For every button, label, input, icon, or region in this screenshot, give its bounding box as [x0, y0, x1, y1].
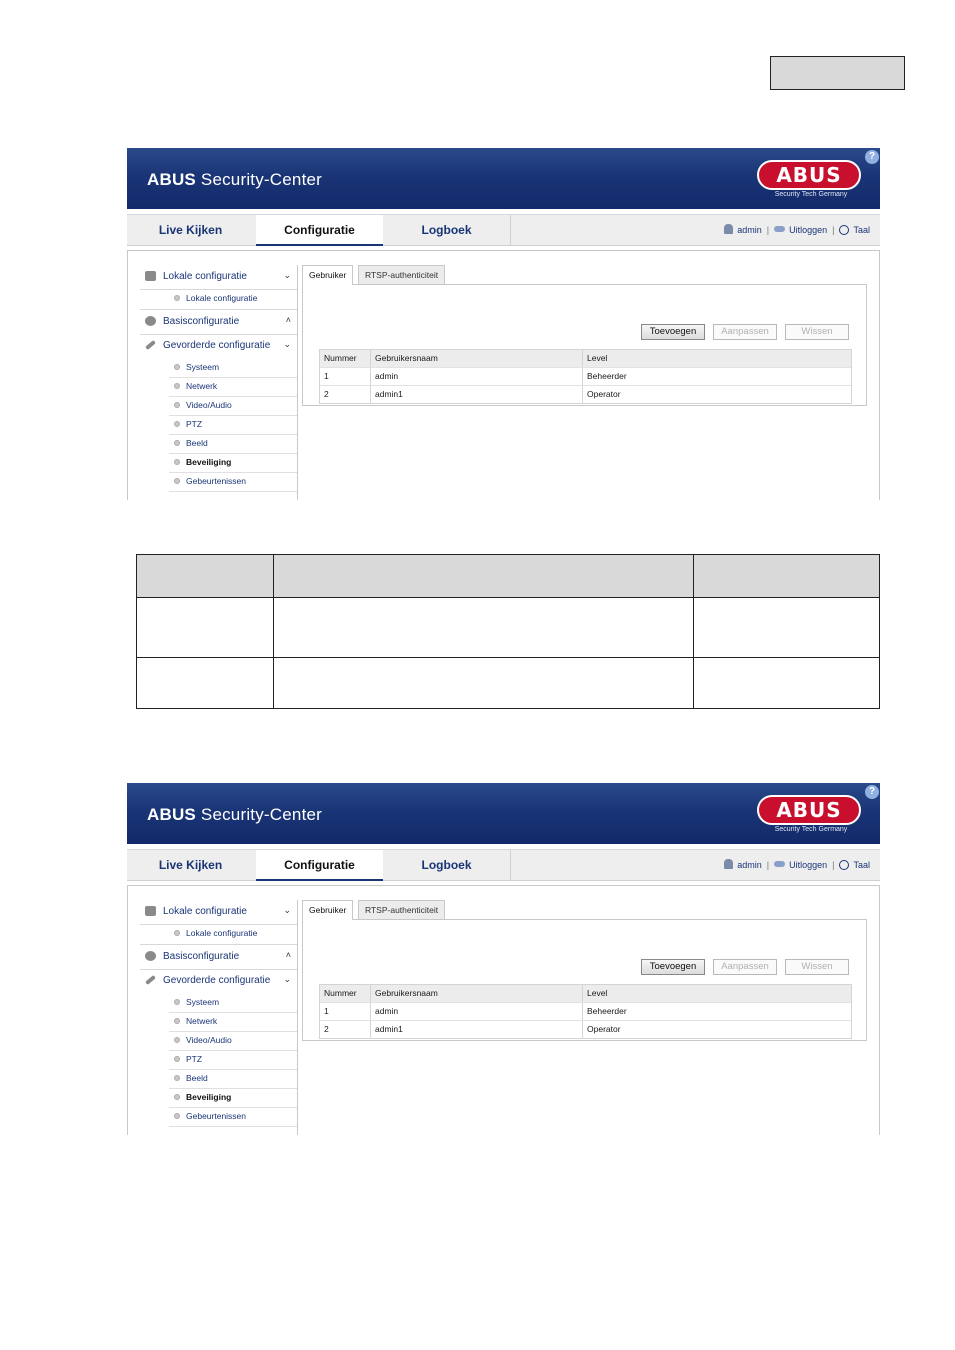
globe-icon [839, 860, 849, 870]
user-icon [724, 224, 733, 234]
tab-gebruiker[interactable]: Gebruiker [302, 900, 353, 920]
add-button[interactable]: Toevoegen [641, 324, 705, 340]
tab-live-kijken[interactable]: Live Kijken [158, 223, 223, 237]
logout-link[interactable]: Uitloggen [789, 225, 828, 235]
parameter-table [136, 554, 880, 709]
abus-logo: ABUS [757, 160, 861, 190]
bullet-icon [174, 1094, 180, 1100]
app-screenshot-2 [127, 783, 880, 1135]
chevron-down-icon: ⌄ [283, 339, 291, 349]
sidebar-item-gebeurtenissen[interactable]: Gebeurtenissen [169, 473, 297, 492]
wrench-icon [145, 975, 156, 985]
logout-link[interactable]: Uitloggen [789, 860, 828, 870]
bullet-icon [174, 402, 180, 408]
sidebar [140, 265, 298, 500]
table-row[interactable]: 2 admin1 Operator [320, 386, 851, 403]
user-panel-box [302, 284, 867, 406]
bullet-icon [174, 440, 180, 446]
sidebar-section-advanced-config[interactable]: Gevorderde configuratie ⌄ [140, 969, 297, 993]
chevron-up-icon: ˄ [285, 315, 291, 325]
chevron-up-icon: ˄ [285, 950, 291, 960]
bullet-icon [174, 1018, 180, 1024]
sidebar-item-netwerk[interactable]: Netwerk [169, 378, 297, 397]
table-header-row: Nummer Gebruikersnaam Level [320, 985, 851, 1003]
parameter-table-row [137, 598, 879, 658]
delete-button[interactable]: Wissen [785, 959, 849, 975]
modify-button[interactable]: Aanpassen [713, 324, 777, 340]
monitor-icon [145, 906, 156, 916]
sidebar-item-beveiliging[interactable]: Beveiliging [169, 454, 297, 473]
sidebar-item-video-audio[interactable]: Video/Audio [169, 397, 297, 416]
user-controls: admin | Uitloggen | Taal [724, 215, 870, 245]
main-nav [127, 849, 880, 881]
globe-icon [839, 225, 849, 235]
table-row[interactable]: 1 admin Beheerder [320, 1003, 851, 1021]
sidebar-item-systeem[interactable]: Systeem [169, 359, 297, 378]
bullet-icon [174, 1113, 180, 1119]
help-icon[interactable]: ? [865, 150, 879, 164]
sidebar [140, 900, 298, 1135]
app-header [127, 783, 880, 844]
parameter-table-header [137, 555, 879, 598]
help-icon[interactable]: ? [865, 785, 879, 799]
bullet-icon [174, 999, 180, 1005]
app-title: ABUS Security-Center [147, 805, 323, 824]
user-panel-box [302, 919, 867, 1041]
bullet-icon [174, 459, 180, 465]
table-header-row: Nummer Gebruikersnaam Level [320, 350, 851, 368]
sidebar-item-video-audio[interactable]: Video/Audio [169, 1032, 297, 1051]
bullet-icon [174, 1037, 180, 1043]
tab-rtsp-authenticiteit[interactable]: RTSP-authenticiteit [358, 900, 445, 919]
sidebar-item-local-config[interactable]: Lokale configuratie [169, 290, 297, 308]
bullet-icon [174, 383, 180, 389]
modify-button[interactable]: Aanpassen [713, 959, 777, 975]
bullet-icon [174, 1075, 180, 1081]
chevron-down-icon: ⌄ [283, 270, 291, 280]
bullet-icon [174, 930, 180, 936]
sidebar-item-ptz[interactable]: PTZ [169, 416, 297, 435]
logo-subtitle: Security Tech Germany [774, 191, 848, 198]
language-link[interactable]: Taal [853, 225, 870, 235]
bullet-icon [174, 1056, 180, 1062]
abus-logo: ABUS [757, 795, 861, 825]
bullet-icon [174, 295, 180, 301]
sidebar-item-gebeurtenissen[interactable]: Gebeurtenissen [169, 1108, 297, 1127]
tab-divider [510, 850, 511, 880]
user-icon [724, 859, 733, 869]
main-nav [127, 214, 880, 246]
tab-divider [510, 215, 511, 245]
sidebar-item-beeld[interactable]: Beeld [169, 435, 297, 454]
sidebar-item-ptz[interactable]: PTZ [169, 1051, 297, 1070]
user-link[interactable]: admin [737, 225, 762, 235]
bullet-icon [174, 478, 180, 484]
user-controls: admin | Uitloggen | Taal [724, 850, 870, 880]
content-area [127, 885, 880, 1135]
sidebar-item-local-config[interactable]: Lokale configuratie [169, 925, 297, 943]
bullet-icon [174, 421, 180, 427]
sidebar-section-basic-config[interactable]: Basisconfiguratie ˄ [140, 309, 297, 335]
tab-live-kijken[interactable]: Live Kijken [158, 858, 223, 872]
app-header [127, 148, 880, 209]
bullet-icon [174, 364, 180, 370]
sidebar-item-netwerk[interactable]: Netwerk [169, 1013, 297, 1032]
monitor-icon [145, 271, 156, 281]
chevron-down-icon: ⌄ [283, 974, 291, 984]
sidebar-section-basic-config[interactable]: Basisconfiguratie ˄ [140, 944, 297, 970]
logout-icon [774, 861, 785, 867]
page-label-box [770, 56, 905, 90]
tab-gebruiker[interactable]: Gebruiker [302, 265, 353, 285]
tab-logboek[interactable]: Logboek [421, 858, 472, 872]
sidebar-item-beeld[interactable]: Beeld [169, 1070, 297, 1089]
table-row[interactable]: 1 admin Beheerder [320, 368, 851, 386]
tab-configuratie[interactable]: Configuratie [256, 850, 383, 881]
user-table [319, 349, 852, 404]
table-row[interactable]: 2 admin1 Operator [320, 1021, 851, 1038]
tab-configuratie[interactable]: Configuratie [256, 215, 383, 246]
user-table [319, 984, 852, 1039]
delete-button[interactable]: Wissen [785, 324, 849, 340]
add-button[interactable]: Toevoegen [641, 959, 705, 975]
tab-logboek[interactable]: Logboek [421, 223, 472, 237]
chevron-down-icon: ⌄ [283, 905, 291, 915]
content-area [127, 250, 880, 500]
sidebar-section-local-config[interactable]: Lokale configuratie ⌄ [140, 265, 297, 290]
logout-icon [774, 226, 785, 232]
language-link[interactable]: Taal [853, 860, 870, 870]
sidebar-section-advanced-config[interactable]: Gevorderde configuratie ⌄ [140, 334, 297, 358]
user-link[interactable]: admin [737, 860, 762, 870]
gear-icon [145, 951, 156, 961]
app-screenshot-1 [127, 148, 880, 500]
sidebar-item-systeem[interactable]: Systeem [169, 994, 297, 1013]
gear-icon [145, 316, 156, 326]
sidebar-section-local-config[interactable]: Lokale configuratie ⌄ [140, 900, 297, 925]
app-title: ABUS Security-Center [147, 170, 323, 189]
logo-subtitle: Security Tech Germany [774, 826, 848, 833]
sidebar-item-beveiliging[interactable]: Beveiliging [169, 1089, 297, 1108]
tab-rtsp-authenticiteit[interactable]: RTSP-authenticiteit [358, 265, 445, 284]
wrench-icon [145, 340, 156, 350]
